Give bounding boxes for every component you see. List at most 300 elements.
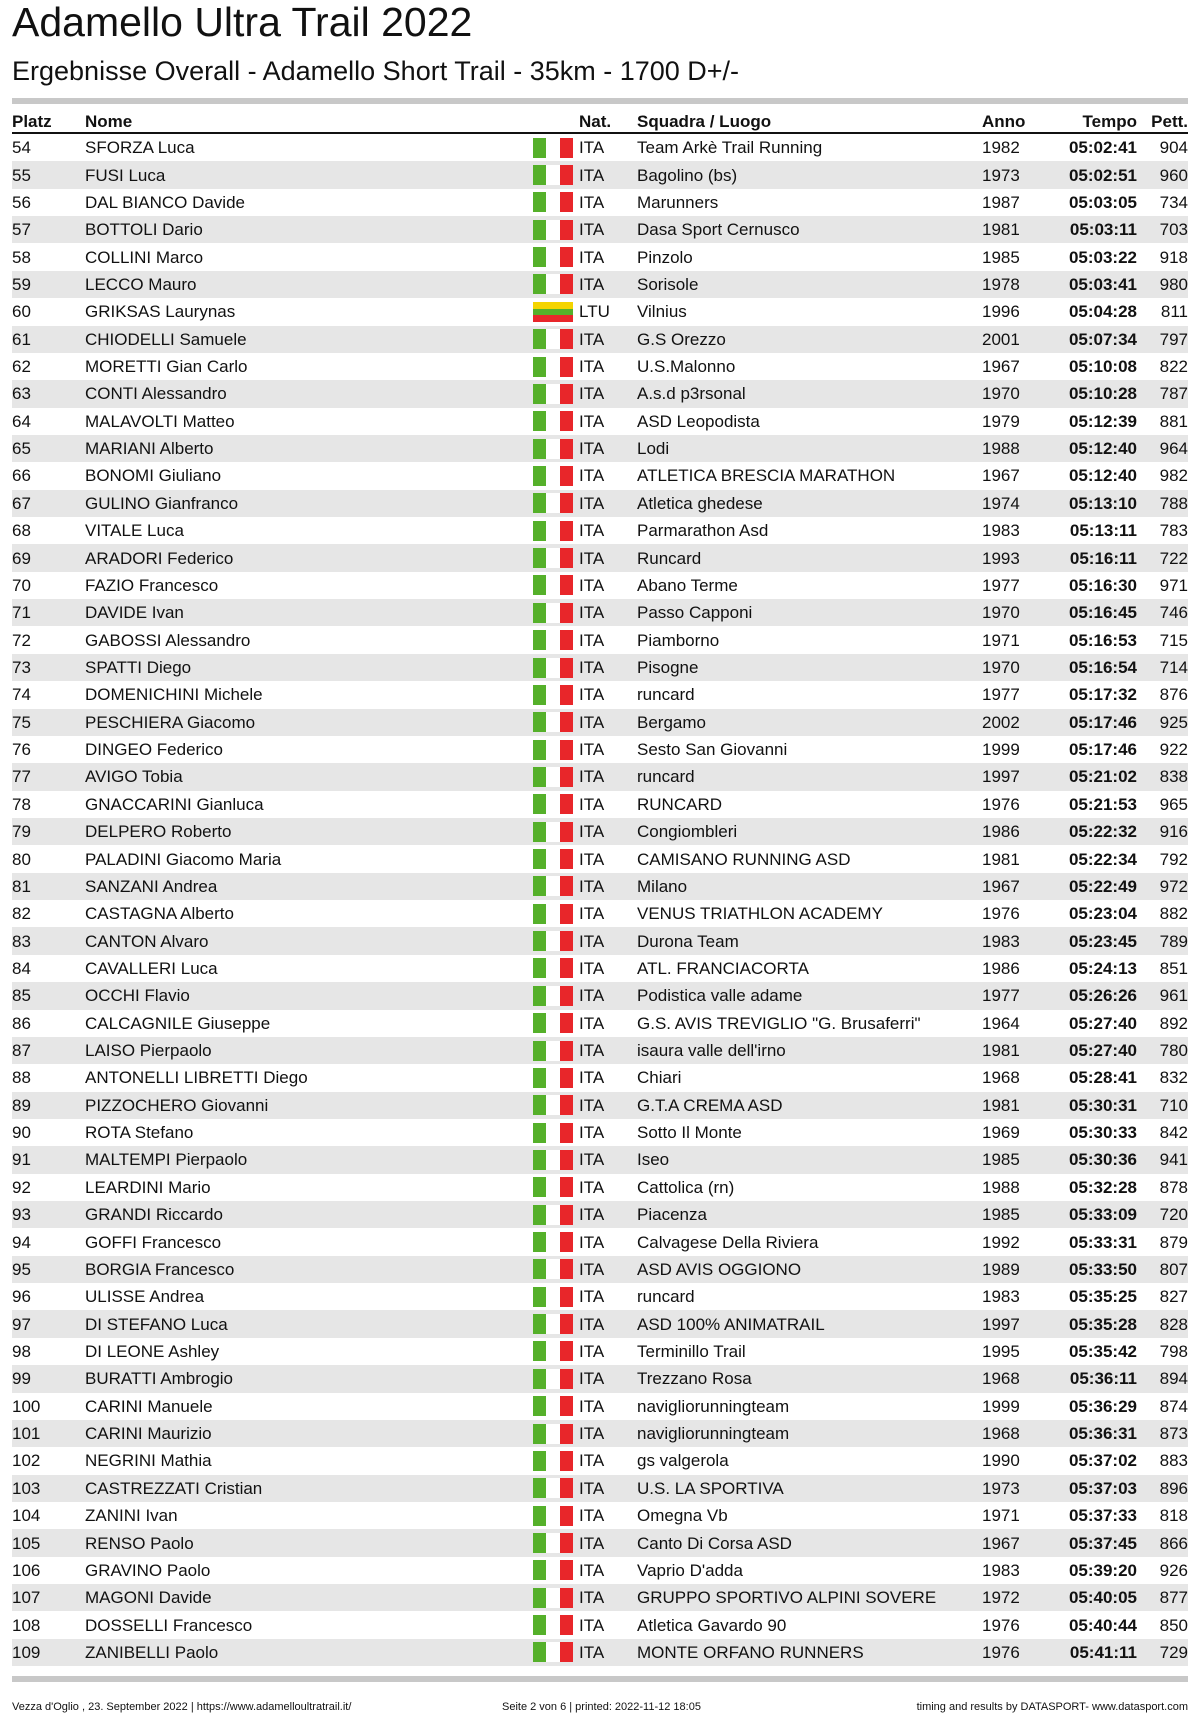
cell-nat: ITA [579, 1560, 605, 1580]
table-row [12, 845, 1188, 872]
nat-flag-icon [529, 1010, 579, 1037]
cell-time: 05:17:32 [1068, 685, 1137, 705]
cell-year: 2001 [982, 326, 1037, 353]
nat-flag-icon [529, 1256, 579, 1283]
cell-place: 72 [12, 630, 31, 650]
cell-bib: 916 [1137, 818, 1188, 845]
cell-name: DI STEFANO Luca [85, 1310, 529, 1337]
cell-bib: 918 [1159, 247, 1188, 267]
cell-bib: 965 [1159, 794, 1188, 814]
cell-time: 05:36:31 [1037, 1420, 1137, 1447]
flag-italy-icon [533, 1095, 573, 1115]
cell-bib: 941 [1137, 1146, 1188, 1173]
cell-year: 1999 [982, 1396, 1020, 1416]
cell-place: 80 [12, 849, 31, 869]
flag-italy-icon [533, 1341, 573, 1361]
cell-place: 104 [12, 1506, 41, 1526]
flag-italy-icon [533, 247, 573, 267]
cell-name: OCCHI Flavio [85, 982, 529, 1009]
footer-page-info: Seite 2 von 6 | printed: 2022-11-12 18:05 [502, 1701, 701, 1713]
cell-nat: ITA [579, 1287, 605, 1307]
flag-italy-icon [533, 220, 573, 240]
cell-name: PIZZOCHERO Giovanni [85, 1092, 529, 1119]
flag-italy-icon [533, 740, 573, 760]
cell-club: Canto Di Corsa ASD [637, 1529, 982, 1556]
cell-place: 99 [12, 1365, 85, 1392]
cell-year: 2002 [982, 709, 1037, 736]
cell-place: 62 [12, 357, 31, 377]
cell-time: 05:13:10 [1037, 490, 1137, 517]
table-row [12, 161, 1188, 188]
cell-bib: 746 [1137, 599, 1188, 626]
page-title: Adamello Ultra Trail 2022 [12, 0, 473, 45]
cell-club: Bergamo [637, 709, 982, 736]
cell-nat: ITA [579, 904, 605, 924]
cell-time: 05:37:45 [1037, 1529, 1137, 1556]
table-row [12, 1338, 1188, 1365]
cell-nat: ITA [579, 1584, 637, 1611]
cell-year: 1967 [982, 466, 1020, 486]
nat-flag-icon [529, 1584, 579, 1611]
cell-year: 1970 [982, 654, 1037, 681]
table-row [12, 791, 1188, 818]
cell-place: 67 [12, 490, 85, 517]
nat-flag-icon [529, 1365, 579, 1392]
footer-rule [12, 1676, 1188, 1682]
table-row [12, 572, 1188, 599]
cell-bib: 792 [1159, 849, 1188, 869]
cell-year: 1967 [982, 873, 1037, 900]
cell-club: ASD AVIS OGGIONO [637, 1256, 982, 1283]
cell-name: FAZIO Francesco [85, 575, 219, 595]
cell-nat: ITA [579, 1506, 605, 1526]
cell-club: Calvagese Della Riviera [637, 1232, 819, 1252]
cell-nat: ITA [579, 575, 605, 595]
cell-place: 88 [12, 1068, 31, 1088]
cell-year: 1976 [982, 794, 1020, 814]
cell-club: Passo Capponi [637, 599, 982, 626]
cell-year: 1982 [982, 138, 1020, 158]
cell-year: 1971 [982, 1506, 1020, 1526]
cell-year: 1969 [982, 1123, 1020, 1143]
cell-name: CHIODELLI Samuele [85, 326, 529, 353]
cell-club: GRUPPO SPORTIVO ALPINI SOVERE [637, 1584, 982, 1611]
cell-club: Durona Team [637, 927, 982, 954]
cell-name: ZANINI Ivan [85, 1506, 178, 1526]
cell-name: CARINI Manuele [85, 1396, 213, 1416]
cell-name: GRAVINO Paolo [85, 1560, 211, 1580]
cell-club: Trezzano Rosa [637, 1365, 982, 1392]
cell-place: 76 [12, 740, 31, 760]
table-row [12, 763, 1188, 790]
cell-year: 1986 [982, 818, 1037, 845]
cell-club: Sotto Il Monte [637, 1123, 742, 1143]
cell-bib: 789 [1137, 927, 1188, 954]
cell-club: MONTE ORFANO RUNNERS [637, 1639, 982, 1666]
cell-name: AVIGO Tobia [85, 763, 529, 790]
cell-nat: ITA [579, 1341, 605, 1361]
cell-name: MAGONI Davide [85, 1584, 529, 1611]
nat-flag-icon [529, 1420, 579, 1447]
flag-italy-icon [533, 1287, 573, 1307]
cell-year: 1985 [982, 247, 1020, 267]
cell-club: ASD 100% ANIMATRAIL [637, 1310, 982, 1337]
cell-club: A.s.d p3rsonal [637, 380, 982, 407]
table-row [12, 818, 1188, 845]
cell-place: 89 [12, 1092, 85, 1119]
nat-flag-icon [529, 517, 579, 544]
cell-name: GOFFI Francesco [85, 1232, 222, 1252]
cell-name: RENSO Paolo [85, 1529, 529, 1556]
table-row [12, 216, 1188, 243]
table-row [12, 873, 1188, 900]
table-row [12, 1037, 1188, 1064]
nat-flag-icon [529, 1201, 579, 1228]
cell-club: Chiari [637, 1068, 682, 1088]
cell-time: 05:23:04 [1068, 904, 1137, 924]
cell-name: BURATTI Ambrogio [85, 1365, 529, 1392]
cell-nat: ITA [579, 927, 637, 954]
cell-time: 05:36:29 [1068, 1396, 1137, 1416]
cell-year: 1976 [982, 904, 1020, 924]
cell-bib: 842 [1159, 1123, 1188, 1143]
flag-italy-icon [533, 329, 573, 349]
flag-italy-icon [533, 548, 573, 568]
nat-flag-icon [529, 1310, 579, 1337]
cell-time: 05:30:31 [1037, 1092, 1137, 1119]
cell-club: navigliorunningteam [637, 1420, 982, 1447]
cell-name: DOSSELLI Francesco [85, 1615, 253, 1635]
cell-year: 1985 [982, 1146, 1037, 1173]
table-row [12, 1584, 1188, 1611]
cell-time: 05:03:22 [1068, 247, 1137, 267]
col-header-flag [529, 110, 579, 133]
cell-place: 101 [12, 1420, 85, 1447]
cell-year: 1983 [982, 1560, 1020, 1580]
cell-name: GULINO Gianfranco [85, 490, 529, 517]
table-row [12, 955, 1188, 982]
cell-bib: 904 [1159, 138, 1188, 158]
table-row [12, 408, 1188, 435]
col-header-nat: Nat. [579, 110, 637, 133]
cell-nat: ITA [579, 763, 637, 790]
cell-bib: 881 [1159, 411, 1188, 431]
col-header-bib: Pett. [1137, 110, 1188, 133]
cell-name: LECCO Mauro [85, 271, 529, 298]
cell-time: 05:22:49 [1037, 873, 1137, 900]
cell-bib: 873 [1137, 1420, 1188, 1447]
cell-bib: 734 [1159, 192, 1188, 212]
cell-club: G.S. AVIS TREVIGLIO "G. Brusaferri" [637, 1013, 921, 1033]
nat-flag-icon [529, 1502, 579, 1529]
cell-name: ARADORI Federico [85, 544, 529, 571]
cell-bib: 925 [1137, 709, 1188, 736]
table-row [12, 462, 1188, 489]
nat-flag-icon [529, 1283, 579, 1310]
cell-bib: 828 [1137, 1310, 1188, 1337]
table-row [12, 1639, 1188, 1666]
cell-bib: 838 [1137, 763, 1188, 790]
flag-italy-icon [533, 384, 573, 404]
cell-nat: ITA [579, 1475, 637, 1502]
cell-name: PESCHIERA Giacomo [85, 709, 529, 736]
cell-name: LAISO Pierpaolo [85, 1037, 529, 1064]
table-row [12, 326, 1188, 353]
nat-flag-icon [529, 1447, 579, 1474]
cell-nat: ITA [579, 1396, 605, 1416]
cell-club: Terminillo Trail [637, 1341, 746, 1361]
flag-italy-icon [533, 466, 573, 486]
cell-place: 83 [12, 927, 85, 954]
cell-time: 05:16:45 [1037, 599, 1137, 626]
flag-italy-icon [533, 439, 573, 459]
table-row [12, 1420, 1188, 1447]
cell-club: Milano [637, 873, 982, 900]
flag-italy-icon [533, 1451, 573, 1471]
nat-flag-icon [529, 243, 579, 270]
cell-year: 1986 [982, 958, 1020, 978]
cell-time: 05:33:31 [1068, 1232, 1137, 1252]
flag-italy-icon [533, 1478, 573, 1498]
cell-year: 1988 [982, 1177, 1020, 1197]
page-subtitle: Ergebnisse Overall - Adamello Short Trail - 35km - 1700 D+/- [12, 56, 740, 86]
nat-flag-icon [529, 490, 579, 517]
cell-club: Atletica ghedese [637, 490, 982, 517]
cell-nat: ITA [579, 1451, 605, 1471]
nat-flag-icon [529, 1529, 579, 1556]
cell-name: MARIANI Alberto [85, 435, 529, 462]
cell-time: 05:37:02 [1068, 1451, 1137, 1471]
cell-year: 1979 [982, 411, 1020, 431]
cell-bib: 866 [1137, 1529, 1188, 1556]
table-row [12, 1146, 1188, 1173]
cell-bib: 850 [1159, 1615, 1188, 1635]
cell-year: 1989 [982, 1256, 1037, 1283]
cell-place: 109 [12, 1639, 85, 1666]
cell-nat: ITA [579, 740, 605, 760]
cell-place: 90 [12, 1123, 31, 1143]
table-row [12, 298, 1188, 325]
cell-time: 05:03:11 [1037, 216, 1137, 243]
cell-year: 1967 [982, 1529, 1037, 1556]
nat-flag-icon [529, 1393, 579, 1420]
cell-name: SFORZA Luca [85, 138, 195, 158]
nat-flag-icon [529, 873, 579, 900]
cell-nat: ITA [579, 271, 637, 298]
cell-year: 1997 [982, 763, 1037, 790]
cell-club: G.S Orezzo [637, 326, 982, 353]
nat-flag-icon [529, 572, 579, 599]
cell-name: GABOSSI Alessandro [85, 630, 251, 650]
nat-flag-icon [529, 1119, 579, 1146]
flag-lithuania-icon [533, 302, 573, 322]
table-row [12, 1557, 1188, 1584]
cell-club: G.T.A CREMA ASD [637, 1092, 982, 1119]
cell-club: Lodi [637, 435, 982, 462]
flag-italy-icon [533, 1369, 573, 1389]
cell-club: Team Arkè Trail Running [637, 138, 823, 158]
cell-nat: ITA [579, 654, 637, 681]
cell-bib: 798 [1159, 1341, 1188, 1361]
cell-club: isaura valle dell'irno [637, 1037, 982, 1064]
flag-italy-icon [533, 958, 573, 978]
cell-place: 60 [12, 302, 31, 322]
cell-year: 1992 [982, 1232, 1020, 1252]
cell-time: 05:27:40 [1068, 1013, 1137, 1033]
flag-italy-icon [533, 1615, 573, 1635]
cell-bib: 720 [1137, 1201, 1188, 1228]
cell-name: LEARDINI Mario [85, 1177, 211, 1197]
cell-year: 1974 [982, 490, 1037, 517]
cell-bib: 879 [1159, 1232, 1188, 1252]
table-row [12, 133, 1188, 161]
cell-bib: 878 [1159, 1177, 1188, 1197]
cell-time: 05:16:30 [1068, 575, 1137, 595]
cell-place: 75 [12, 709, 85, 736]
cell-name: CASTAGNA Alberto [85, 904, 234, 924]
cell-name: NEGRINI Mathia [85, 1451, 212, 1471]
cell-time: 05:40:05 [1037, 1584, 1137, 1611]
cell-club: runcard [637, 763, 982, 790]
cell-time: 05:37:33 [1068, 1506, 1137, 1526]
cell-place: 82 [12, 904, 31, 924]
cell-place: 61 [12, 326, 85, 353]
cell-bib: 783 [1159, 521, 1188, 541]
cell-name: BORGIA Francesco [85, 1256, 529, 1283]
cell-nat: ITA [579, 435, 637, 462]
cell-year: 1987 [982, 192, 1020, 212]
cell-year: 1964 [982, 1013, 1020, 1033]
flag-italy-icon [533, 1123, 573, 1143]
cell-nat: ITA [579, 630, 605, 650]
cell-nat: ITA [579, 247, 605, 267]
flag-italy-icon [533, 822, 573, 842]
flag-italy-icon [533, 931, 573, 951]
flag-italy-icon [533, 767, 573, 787]
table-row [12, 271, 1188, 298]
cell-club: navigliorunningteam [637, 1396, 790, 1416]
cell-nat: ITA [579, 521, 605, 541]
cell-club: Runcard [637, 544, 982, 571]
cell-club: Piacenza [637, 1201, 982, 1228]
cell-year: 1972 [982, 1584, 1037, 1611]
table-row [12, 1365, 1188, 1392]
cell-club: RUNCARD [637, 794, 722, 814]
cell-time: 05:30:33 [1068, 1123, 1137, 1143]
cell-time: 05:22:32 [1037, 818, 1137, 845]
cell-name: ROTA Stefano [85, 1123, 194, 1143]
table-row [12, 490, 1188, 517]
flag-italy-icon [533, 411, 573, 431]
nat-flag-icon [529, 1639, 579, 1666]
cell-club: Pinzolo [637, 247, 693, 267]
cell-club: gs valgerola [637, 1451, 729, 1471]
flag-italy-icon [533, 630, 573, 650]
cell-place: 77 [12, 763, 85, 790]
cell-club: Sesto San Giovanni [637, 740, 788, 760]
flag-italy-icon [533, 904, 573, 924]
cell-time: 05:12:39 [1068, 411, 1137, 431]
cell-bib: 964 [1137, 435, 1188, 462]
cell-place: 66 [12, 466, 31, 486]
cell-place: 87 [12, 1037, 85, 1064]
cell-bib: 876 [1159, 685, 1188, 705]
cell-bib: 980 [1137, 271, 1188, 298]
nat-flag-icon [529, 133, 579, 161]
cell-time: 05:17:46 [1068, 740, 1137, 760]
flag-italy-icon [533, 357, 573, 377]
cell-nat: ITA [579, 216, 637, 243]
cell-time: 05:27:40 [1037, 1037, 1137, 1064]
cell-bib: 922 [1159, 740, 1188, 760]
cell-bib: 714 [1137, 654, 1188, 681]
table-row [12, 654, 1188, 681]
nat-flag-icon [529, 435, 579, 462]
cell-time: 05:03:41 [1037, 271, 1137, 298]
nat-flag-icon [529, 654, 579, 681]
cell-place: 93 [12, 1201, 85, 1228]
flag-italy-icon [533, 165, 573, 185]
table-row [12, 1092, 1188, 1119]
cell-bib: 729 [1137, 1639, 1188, 1666]
cell-club: CAMISANO RUNNING ASD [637, 849, 851, 869]
cell-year: 1978 [982, 271, 1037, 298]
nat-flag-icon [529, 1064, 579, 1091]
flag-italy-icon [533, 138, 573, 158]
cell-bib: 874 [1159, 1396, 1188, 1416]
table-row [12, 709, 1188, 736]
cell-place: 91 [12, 1146, 85, 1173]
cell-year: 1970 [982, 599, 1037, 626]
cell-bib: 961 [1137, 982, 1188, 1009]
flag-italy-icon [533, 493, 573, 513]
cell-time: 05:17:46 [1037, 709, 1137, 736]
cell-club: Sorisole [637, 271, 982, 298]
cell-name: DI LEONE Ashley [85, 1341, 220, 1361]
cell-time: 05:03:05 [1068, 192, 1137, 212]
cell-nat: ITA [579, 1639, 637, 1666]
cell-year: 1968 [982, 1420, 1037, 1447]
flag-italy-icon [533, 986, 573, 1006]
col-header-time: Tempo [1037, 110, 1137, 133]
results-body [12, 133, 1188, 1666]
table-row [12, 517, 1188, 544]
cell-bib: 710 [1137, 1092, 1188, 1119]
cell-place: 71 [12, 599, 85, 626]
cell-time: 05:16:54 [1037, 654, 1137, 681]
cell-name: BONOMI Giuliano [85, 466, 222, 486]
cell-bib: 788 [1137, 490, 1188, 517]
cell-bib: 982 [1159, 466, 1188, 486]
table-row [12, 189, 1188, 216]
cell-name: GNACCARINI Gianluca [85, 794, 264, 814]
cell-year: 1983 [982, 1287, 1020, 1307]
cell-time: 05:22:34 [1068, 849, 1137, 869]
cell-place: 63 [12, 380, 85, 407]
table-row [12, 1393, 1188, 1420]
cell-time: 05:28:41 [1068, 1068, 1137, 1088]
cell-bib: 894 [1137, 1365, 1188, 1392]
table-row [12, 1201, 1188, 1228]
table-row [12, 1447, 1188, 1474]
cell-club: Piamborno [637, 630, 720, 650]
cell-year: 1968 [982, 1365, 1037, 1392]
nat-flag-icon [529, 626, 579, 653]
cell-name: COLLINI Marco [85, 247, 204, 267]
table-row [12, 353, 1188, 380]
nat-flag-icon [529, 900, 579, 927]
cell-bib: 780 [1137, 1037, 1188, 1064]
